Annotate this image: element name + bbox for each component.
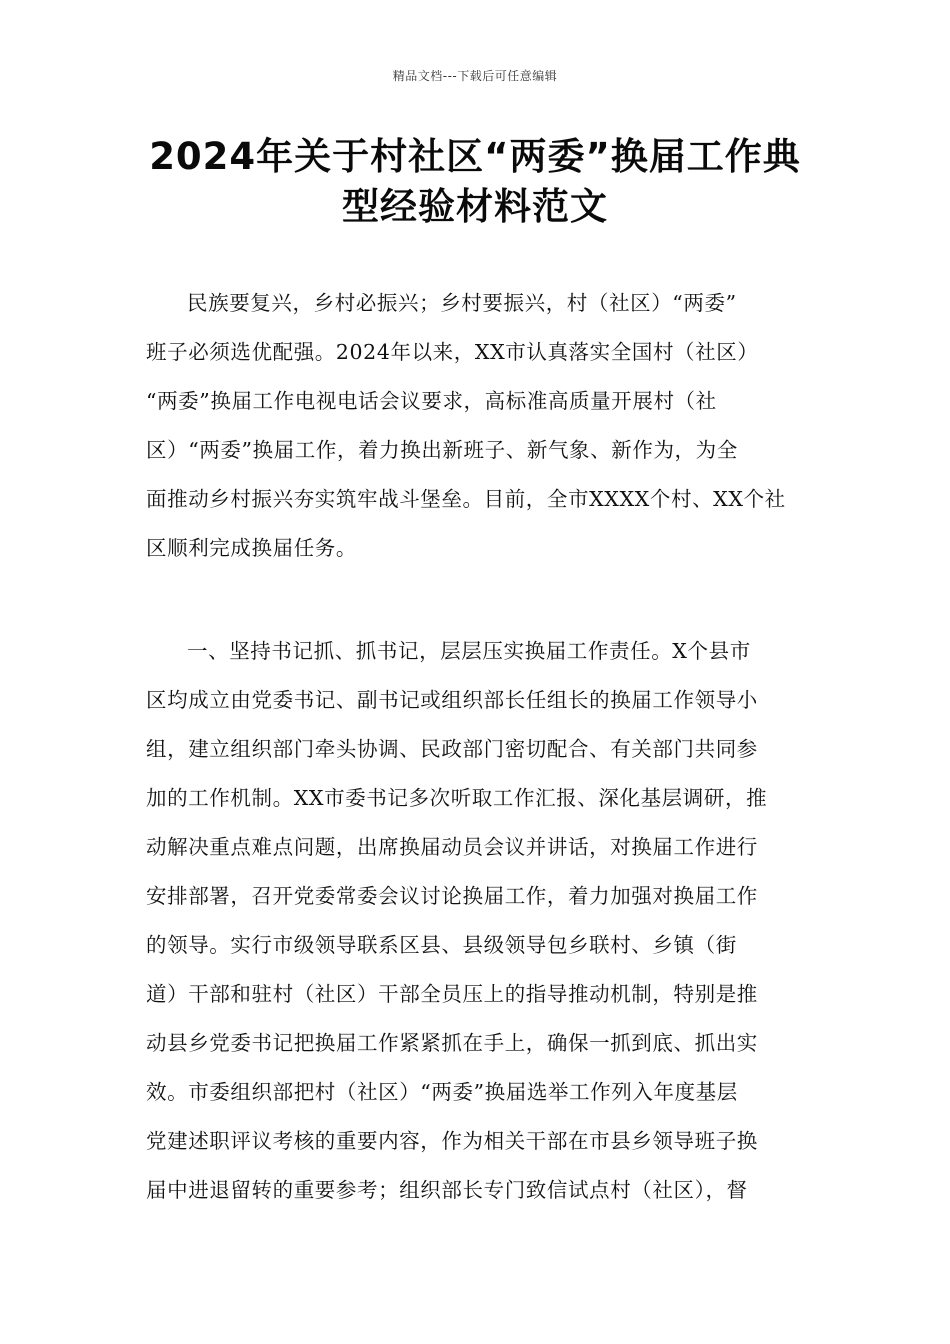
paragraph-line: 区）“两委”换届工作，着力换出新班子、新气象、新作为，为全 xyxy=(146,438,738,462)
paragraph-line: 一、坚持书记抓、抓书记，层层压实换届工作责任。X个县市 xyxy=(187,639,751,663)
paragraph-line: 动解决重点难点问题，出席换届动员会议并讲话，对换届工作进行 xyxy=(146,835,758,859)
paragraph-line: 效。市委组织部把村（社区）“两委”换届选举工作列入年度基层 xyxy=(146,1080,738,1104)
paragraph-line: 加的工作机制。XX市委书记多次听取工作汇报、深化基层调研，推 xyxy=(146,786,768,810)
paragraph-line: 面推动乡村振兴夯实筑牢战斗堡垒。目前，全市XXXX个村、XX个社 xyxy=(146,487,786,511)
paragraph-line: 道）干部和驻村（社区）干部全员压上的指导推动机制，特别是推 xyxy=(146,982,758,1006)
paragraph-line: 届中进退留转的重要参考；组织部长专门致信试点村（社区），督 xyxy=(146,1178,748,1202)
paragraph-intro xyxy=(146,279,806,573)
header-note: 精品文档---下载后可任意编辑 xyxy=(392,69,558,83)
title-line-1: 2024年关于村社区“两委”换届工作典 xyxy=(149,135,801,178)
paragraph-line: 班子必须选优配强。2024年以来，XX市认真落实全国村（社区） xyxy=(146,340,759,364)
paragraph-line: 安排部署，召开党委常委会议讨论换届工作，着力加强对换届工作 xyxy=(146,884,758,908)
paragraph-line: 民族要复兴，乡村必振兴；乡村要振兴，村（社区）“两委” xyxy=(187,291,737,315)
paragraph-line: 区均成立由党委书记、副书记或组织部长任组长的换届工作领导小 xyxy=(146,688,758,712)
paragraph-line: “两委”换届工作电视电话会议要求，高标准高质量开展村（社 xyxy=(146,389,717,413)
paragraph-line: 区顺利完成换届任务。 xyxy=(146,536,357,560)
paragraph-line: 动县乡党委书记把换届工作紧紧抓在手上，确保一抓到底、抓出实 xyxy=(146,1031,758,1055)
paragraph-line: 党建述职评议考核的重要内容，作为相关干部在市县乡领导班子换 xyxy=(146,1129,758,1153)
paragraph-section-1 xyxy=(146,627,806,1215)
paragraph-line: 组，建立组织部门牵头协调、民政部门密切配合、有关部门共同参 xyxy=(146,737,758,761)
title-line-2: 型经验材料范文 xyxy=(342,185,608,228)
document-title xyxy=(140,132,810,232)
paragraph-line: 的领导。实行市级领导联系区县、县级领导包乡联村、乡镇（街 xyxy=(146,933,737,957)
